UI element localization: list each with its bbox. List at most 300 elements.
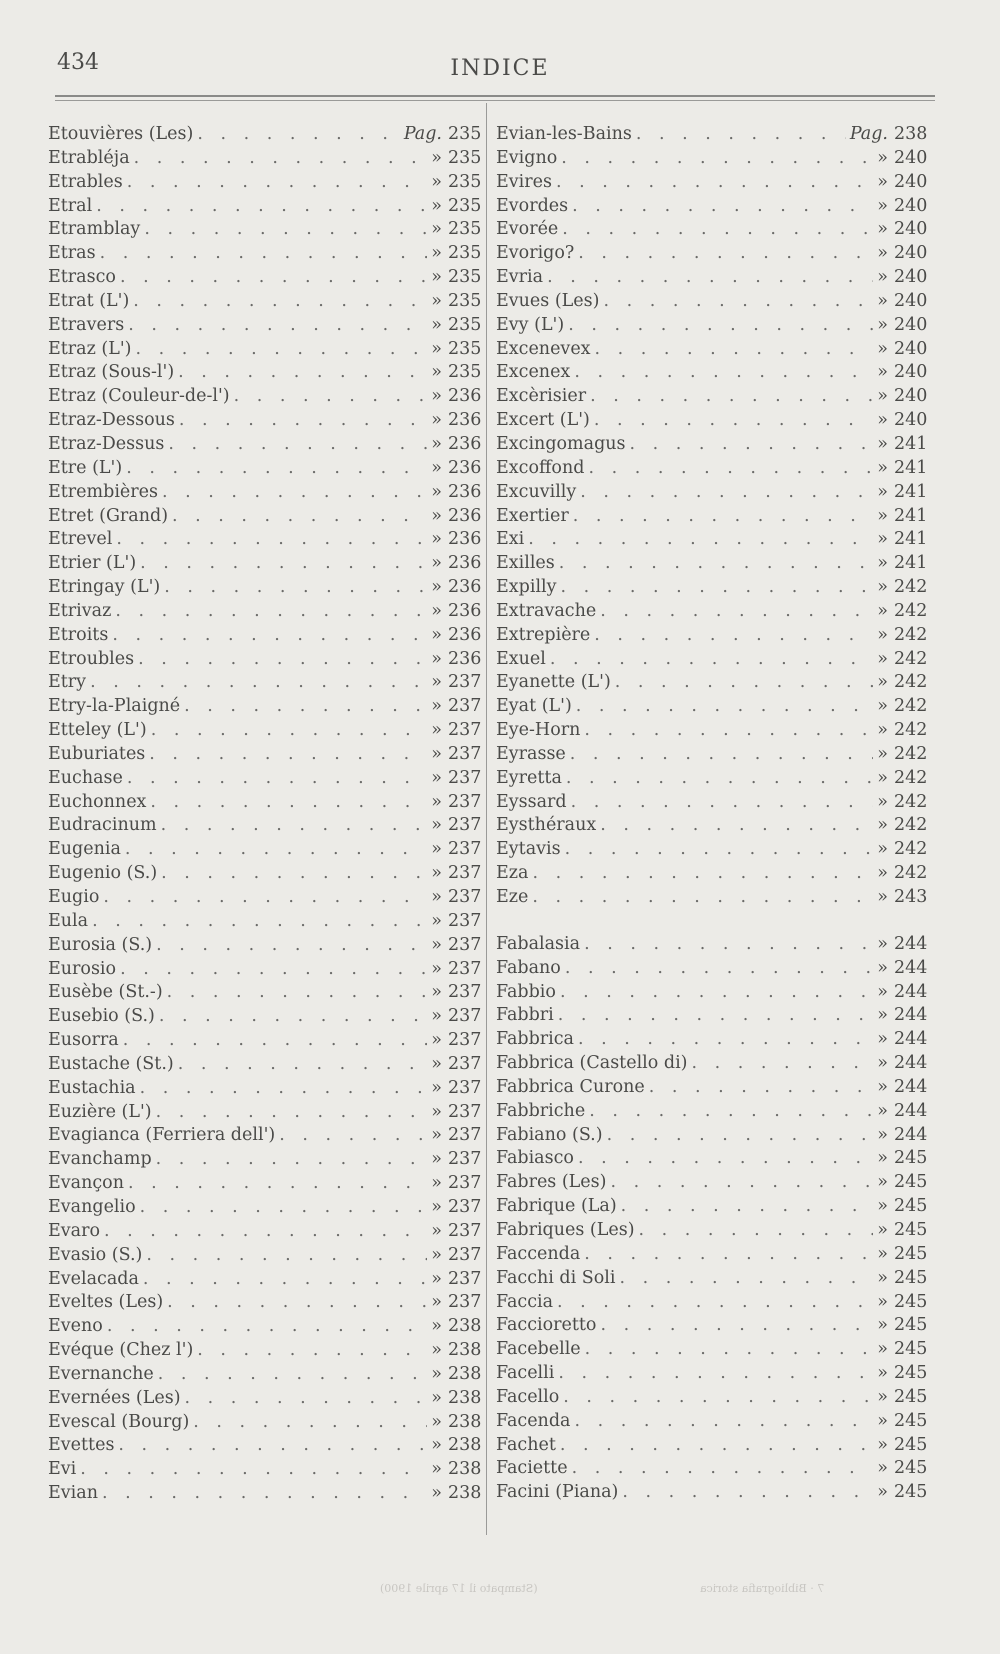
- entry-name: Eustache (St.): [48, 1053, 174, 1074]
- entry-name: Eugio: [48, 887, 100, 907]
- index-entry: [48, 267, 482, 291]
- index-entry: [496, 1458, 928, 1482]
- entry-name: Facelli: [496, 1363, 555, 1384]
- entry-page-prefix: »: [877, 672, 888, 693]
- entry-page-number: 238: [448, 1363, 482, 1384]
- index-entry: [48, 648, 482, 673]
- entry-page-prefix: »: [431, 934, 442, 955]
- leader-dots: [562, 219, 873, 239]
- entry-page-number: 245: [894, 1410, 928, 1431]
- entry-page-number: 237: [448, 1173, 482, 1194]
- entry-name: Etral: [48, 195, 93, 216]
- entry-name: Eveno: [48, 1316, 103, 1337]
- entry-page-prefix: »: [431, 267, 442, 288]
- entry-page-number: 238: [448, 1435, 482, 1456]
- index-entry: [496, 1315, 928, 1339]
- entry-page-prefix: »: [431, 1292, 442, 1313]
- index-entry: [48, 1483, 482, 1507]
- entry-name: Fabrique (La): [496, 1196, 617, 1217]
- leader-dots: [140, 553, 427, 573]
- entry-name: Etrier (L'): [48, 553, 137, 574]
- entry-page-number: 235: [448, 314, 482, 335]
- entry-page-prefix: »: [877, 147, 888, 168]
- entry-page-prefix: »: [431, 290, 442, 311]
- leader-dots: [572, 1458, 874, 1478]
- entry-page-number: 237: [448, 1006, 482, 1027]
- entry-name: Excingomagus: [496, 433, 626, 454]
- entry-page-prefix: »: [877, 457, 888, 478]
- entry-page-number: 245: [894, 1482, 928, 1503]
- entry-page-number: 237: [448, 815, 482, 836]
- entry-page-prefix: »: [877, 553, 888, 574]
- entry-name: Evian: [48, 1483, 98, 1504]
- entry-page-prefix: »: [431, 982, 442, 1003]
- entry-page-number: 244: [894, 1124, 928, 1145]
- index-column-right: [496, 124, 928, 1506]
- leader-dots: [584, 1244, 873, 1264]
- entry-page-prefix: »: [877, 1291, 888, 1312]
- entry-page-number: 242: [894, 600, 928, 621]
- entry-name: Etringay (L'): [48, 577, 161, 598]
- entry-page-prefix: »: [877, 624, 888, 645]
- index-entry: [48, 219, 482, 243]
- index-entry: [496, 815, 928, 839]
- index-entry: [48, 839, 482, 863]
- index-entry: [496, 124, 928, 148]
- entry-page-prefix: »: [877, 1148, 888, 1169]
- entry-page-number: 237: [448, 743, 482, 764]
- index-entry: [496, 481, 928, 506]
- entry-name: Evangelio: [48, 1196, 136, 1217]
- index-entry: [48, 124, 482, 148]
- leader-dots: [140, 1078, 428, 1098]
- leader-dots: [197, 124, 399, 144]
- entry-name: Etry: [48, 672, 87, 693]
- entry-page-number: 235: [448, 362, 482, 383]
- entry-page-number: 242: [894, 648, 928, 669]
- entry-name: Eurosia (S.): [48, 934, 153, 955]
- index-entry: [496, 981, 928, 1006]
- index-entry: [496, 933, 928, 958]
- index-entry: [496, 624, 928, 649]
- entry-page-number: 235: [448, 171, 482, 192]
- index-entry: [496, 1172, 928, 1196]
- index-entry: [496, 267, 928, 291]
- entry-name: Eusèbe (St.-): [48, 982, 163, 1003]
- entry-page-number: 240: [894, 290, 928, 311]
- index-entry: [496, 1124, 928, 1149]
- entry-name: Etry-la-Plaigné: [48, 696, 181, 717]
- entry-page-prefix: »: [877, 1339, 888, 1360]
- entry-page-number: 236: [448, 410, 482, 431]
- leader-dots: [159, 1006, 427, 1026]
- entry-page-number: 237: [448, 696, 482, 717]
- entry-page-prefix: »: [431, 1101, 442, 1122]
- entry-page-prefix: »: [431, 743, 442, 764]
- entry-page-number: 245: [894, 1243, 928, 1264]
- entry-name: Evasio (S.): [48, 1244, 143, 1265]
- entry-page-prefix: »: [877, 1100, 888, 1121]
- entry-name: Facello: [496, 1386, 560, 1407]
- leader-dots: [90, 672, 427, 692]
- leader-dots: [578, 1148, 873, 1168]
- entry-name: Eula: [48, 910, 89, 931]
- entry-page-prefix: »: [877, 839, 888, 860]
- leader-dots: [140, 1197, 428, 1217]
- index-entry: [496, 1148, 928, 1172]
- entry-name: Exilles: [496, 553, 555, 574]
- entry-page-number: 240: [894, 195, 928, 216]
- entry-page-number: 236: [448, 481, 482, 502]
- index-entry: [496, 1100, 928, 1125]
- leader-dots: [279, 1125, 427, 1145]
- index-entry: [496, 767, 928, 792]
- entry-page-number: 245: [894, 1196, 928, 1217]
- entry-page-prefix: »: [431, 1053, 442, 1074]
- entry-page-prefix: »: [431, 410, 442, 431]
- index-entry: [48, 958, 482, 983]
- entry-page-prefix: »: [877, 410, 888, 431]
- entry-name: Evian-les-Bains: [496, 124, 632, 144]
- leader-dots: [116, 529, 427, 549]
- entry-page-prefix: »: [431, 1411, 442, 1432]
- entry-page-number: 240: [894, 219, 928, 240]
- column-divider: [486, 103, 487, 1535]
- entry-page-number: 236: [448, 457, 482, 478]
- index-entry: [496, 529, 928, 553]
- leader-dots: [560, 982, 873, 1002]
- leader-dots: [561, 577, 874, 597]
- index-entry: [48, 481, 482, 506]
- entry-page-prefix: »: [877, 505, 888, 526]
- entry-name: Evescal (Bourg): [48, 1411, 190, 1432]
- index-entry: [48, 672, 482, 696]
- index-entry: [496, 1243, 928, 1268]
- index-entry: [496, 433, 928, 458]
- entry-page-prefix: »: [877, 981, 888, 1002]
- entry-page-prefix: »: [431, 720, 442, 741]
- entry-page-number: 240: [894, 243, 928, 264]
- leader-dots: [184, 696, 427, 716]
- entry-page-number: 237: [448, 910, 482, 931]
- entry-page-prefix: »: [877, 1410, 888, 1431]
- entry-name: Evanchamp: [48, 1149, 152, 1170]
- entry-page-prefix: »: [877, 791, 888, 812]
- entry-page-number: 237: [448, 982, 482, 1003]
- leader-dots: [123, 1030, 428, 1050]
- entry-page-prefix: »: [877, 219, 888, 240]
- leader-dots: [161, 815, 428, 835]
- index-entry: [48, 1244, 482, 1269]
- leader-dots: [128, 1173, 427, 1193]
- entry-page-prefix: »: [877, 1219, 888, 1240]
- entry-name: Etraz-Dessus: [48, 433, 165, 454]
- entry-page-number: 237: [448, 672, 482, 693]
- index-entry: [496, 1029, 928, 1053]
- entry-page-number: 241: [894, 457, 928, 478]
- entry-page-number: 238: [894, 124, 928, 144]
- leader-dots: [572, 196, 873, 216]
- index-entry: [496, 720, 928, 744]
- entry-page-prefix: »: [431, 171, 442, 192]
- index-entry: [48, 1053, 482, 1078]
- index-entry: [48, 934, 482, 959]
- index-entry: [48, 791, 482, 816]
- entry-name: Evires: [496, 171, 552, 192]
- entry-page-prefix: »: [431, 815, 442, 836]
- leader-dots: [584, 720, 873, 740]
- entry-page-number: 237: [448, 720, 482, 741]
- leader-dots: [80, 1459, 427, 1479]
- entry-page-number: 240: [894, 362, 928, 383]
- leader-dots: [574, 362, 873, 382]
- entry-page-prefix: »: [877, 1482, 888, 1503]
- entry-page-prefix: »: [431, 1125, 442, 1146]
- leader-dots: [118, 1435, 427, 1455]
- entry-page-prefix: »: [431, 433, 442, 454]
- entry-name: Faccioretto: [496, 1315, 597, 1336]
- leader-dots: [559, 553, 874, 573]
- entry-page-prefix: »: [877, 1458, 888, 1479]
- entry-name: Etre (L'): [48, 457, 123, 478]
- entry-page-prefix: »: [877, 1029, 888, 1050]
- leader-dots: [565, 958, 873, 978]
- entry-page-prefix: »: [431, 553, 442, 574]
- entry-page-number: 245: [894, 1172, 928, 1193]
- entry-page-number: 237: [448, 791, 482, 812]
- index-entry: [48, 1411, 482, 1436]
- index-entry: [496, 672, 928, 696]
- entry-name: Evria: [496, 267, 544, 288]
- entry-page-prefix: »: [877, 171, 888, 192]
- leader-dots: [158, 1364, 427, 1384]
- leader-dots: [558, 1005, 874, 1025]
- entry-page-number: 241: [894, 505, 928, 526]
- entry-name: Expilly: [496, 577, 557, 598]
- entry-page-prefix: »: [431, 600, 442, 621]
- leader-dots: [578, 243, 873, 263]
- entry-page-prefix: »: [431, 386, 442, 407]
- entry-page-prefix: »: [431, 362, 442, 383]
- entry-page-number: 244: [894, 1076, 928, 1097]
- leader-dots: [164, 577, 427, 597]
- entry-name: Evorigo?: [496, 243, 575, 264]
- leader-dots: [620, 1268, 874, 1288]
- leader-dots: [588, 458, 873, 478]
- entry-page-prefix: »: [431, 481, 442, 502]
- entry-name: Etouvières (Les): [48, 124, 194, 144]
- leader-dots: [100, 243, 428, 263]
- leader-dots: [578, 1029, 873, 1049]
- entry-name: Fabbrica (Castello di): [496, 1053, 688, 1074]
- leader-dots: [550, 649, 873, 669]
- entry-name: Fabalasia: [496, 933, 581, 954]
- leader-dots: [135, 339, 427, 359]
- entry-page-number: 235: [448, 267, 482, 288]
- entry-name: Evues (Les): [496, 290, 600, 311]
- entry-page-prefix: »: [877, 815, 888, 836]
- leader-dots: [143, 1269, 427, 1289]
- leader-dots: [565, 839, 874, 859]
- entry-page-number: 237: [448, 887, 482, 907]
- index-entry: [48, 553, 482, 577]
- entry-name: Excuvilly: [496, 481, 577, 502]
- entry-name: Exi: [496, 529, 525, 550]
- entry-page-number: 242: [894, 624, 928, 645]
- entry-name: Facebelle: [496, 1339, 581, 1360]
- entry-page-number: 240: [894, 267, 928, 288]
- leader-dots: [167, 982, 428, 1002]
- entry-page-number: 242: [894, 863, 928, 884]
- entry-name: Evaro: [48, 1220, 100, 1241]
- leader-dots: [193, 1412, 427, 1432]
- header-rule: [55, 95, 935, 97]
- entry-name: Fabbio: [496, 981, 556, 1002]
- leader-dots: [571, 792, 874, 812]
- entry-name: Eye-Horn: [496, 720, 581, 741]
- leader-dots: [92, 911, 427, 931]
- entry-page-number: 245: [894, 1291, 928, 1312]
- leader-dots: [107, 1316, 427, 1336]
- leader-dots: [151, 720, 428, 740]
- entry-page-number: 236: [448, 648, 482, 669]
- leader-dots: [636, 124, 846, 144]
- entry-page-number: 244: [894, 1005, 928, 1026]
- entry-page-number: 238: [448, 1387, 482, 1408]
- entry-page-prefix: »: [877, 957, 888, 978]
- entry-name: Eusorra: [48, 1030, 119, 1051]
- entry-page-number: 238: [448, 1340, 482, 1361]
- index-entry: [48, 1149, 482, 1173]
- leader-dots: [96, 196, 427, 216]
- entry-name: Eudracinum: [48, 815, 157, 836]
- index-entry: [48, 624, 482, 649]
- entry-page-number: 242: [894, 672, 928, 693]
- entry-page-prefix: »: [877, 1434, 888, 1455]
- index-entry: [48, 1363, 482, 1388]
- entry-page-prefix: »: [877, 933, 888, 954]
- entry-name: Eurosio: [48, 958, 117, 979]
- entry-page-prefix: Pag.: [403, 124, 442, 144]
- leader-dots: [134, 148, 428, 168]
- page-number: 434: [57, 50, 99, 75]
- entry-page-number: 241: [894, 529, 928, 550]
- index-entry: [496, 243, 928, 267]
- index-entry: [48, 743, 482, 768]
- entry-page-prefix: Pag.: [849, 124, 888, 144]
- index-entry: [496, 1005, 928, 1029]
- leader-dots: [563, 1387, 873, 1407]
- index-entry: [496, 147, 928, 172]
- leader-dots: [547, 267, 873, 287]
- footer-note-right: 7 · Bibliografia storica: [700, 1582, 825, 1595]
- leader-dots: [600, 1315, 873, 1335]
- leader-dots: [125, 839, 427, 859]
- entry-page-number: 237: [448, 1030, 482, 1051]
- entry-page-prefix: »: [431, 1196, 442, 1217]
- index-entry: [496, 195, 928, 220]
- entry-page-number: 244: [894, 1053, 928, 1074]
- leader-dots: [104, 1221, 427, 1241]
- entry-page-prefix: »: [431, 1244, 442, 1265]
- index-entry: [496, 1267, 928, 1292]
- entry-page-number: 240: [894, 338, 928, 359]
- entry-name: Etrasco: [48, 267, 116, 288]
- entry-page-prefix: »: [431, 696, 442, 717]
- entry-name: Eze: [496, 887, 529, 907]
- leader-dots: [528, 529, 873, 549]
- leader-dots: [568, 315, 873, 335]
- entry-name: Eyssard: [496, 791, 567, 812]
- leader-dots: [133, 291, 427, 311]
- entry-page-number: 237: [448, 1149, 482, 1170]
- entry-name: Extrepière: [496, 624, 591, 645]
- entry-page-number: 238: [448, 1483, 482, 1504]
- entry-page-prefix: »: [431, 147, 442, 168]
- entry-name: Etraz (L'): [48, 338, 132, 359]
- index-entry: [496, 386, 928, 410]
- entry-page-prefix: »: [431, 672, 442, 693]
- index-entry: [496, 1386, 928, 1411]
- entry-page-prefix: »: [877, 433, 888, 454]
- index-entry: [496, 457, 928, 482]
- leader-dots: [156, 1149, 428, 1169]
- entry-page-number: 242: [894, 791, 928, 812]
- entry-page-prefix: »: [431, 1435, 442, 1456]
- entry-name: Exuel: [496, 648, 546, 669]
- entry-page-prefix: »: [877, 863, 888, 884]
- index-entry: [48, 171, 482, 196]
- entry-page-number: 244: [894, 1029, 928, 1050]
- entry-page-number: 240: [894, 386, 928, 407]
- entry-page-prefix: »: [431, 767, 442, 788]
- entry-page-prefix: »: [877, 1005, 888, 1026]
- entry-page-prefix: »: [431, 1363, 442, 1384]
- entry-name: Faciette: [496, 1458, 568, 1479]
- leader-dots: [102, 1483, 427, 1503]
- index-entry: [496, 957, 928, 982]
- index-entry: [48, 1316, 482, 1340]
- entry-page-prefix: »: [877, 1315, 888, 1336]
- entry-name: Evéque (Chez l'): [48, 1340, 194, 1361]
- index-entry: [48, 1292, 482, 1316]
- entry-page-number: 242: [894, 839, 928, 860]
- entry-name: Evigno: [496, 147, 558, 168]
- entry-name: Eustachia: [48, 1077, 136, 1098]
- entry-name: Eugenio (S.): [48, 863, 158, 884]
- index-entry: [48, 1459, 482, 1483]
- entry-page-prefix: »: [877, 362, 888, 383]
- entry-name: Evançon: [48, 1173, 124, 1194]
- entry-page-prefix: »: [877, 243, 888, 264]
- entry-page-prefix: »: [431, 1340, 442, 1361]
- entry-page-number: 236: [448, 505, 482, 526]
- entry-name: Etras: [48, 243, 96, 264]
- entry-page-number: 235: [448, 243, 482, 264]
- entry-page-prefix: »: [877, 1053, 888, 1074]
- index-entry: [48, 577, 482, 601]
- entry-page-number: 237: [448, 1244, 482, 1265]
- entry-page-number: 242: [894, 720, 928, 741]
- entry-page-number: 242: [894, 815, 928, 836]
- leader-dots: [172, 506, 427, 526]
- leader-dots: [558, 1363, 873, 1383]
- entry-name: Fabbri: [496, 1005, 554, 1026]
- entry-page-number: 237: [448, 1196, 482, 1217]
- entry-page-prefix: »: [431, 195, 442, 216]
- entry-page-number: 245: [894, 1315, 928, 1336]
- index-entry: [48, 1387, 482, 1412]
